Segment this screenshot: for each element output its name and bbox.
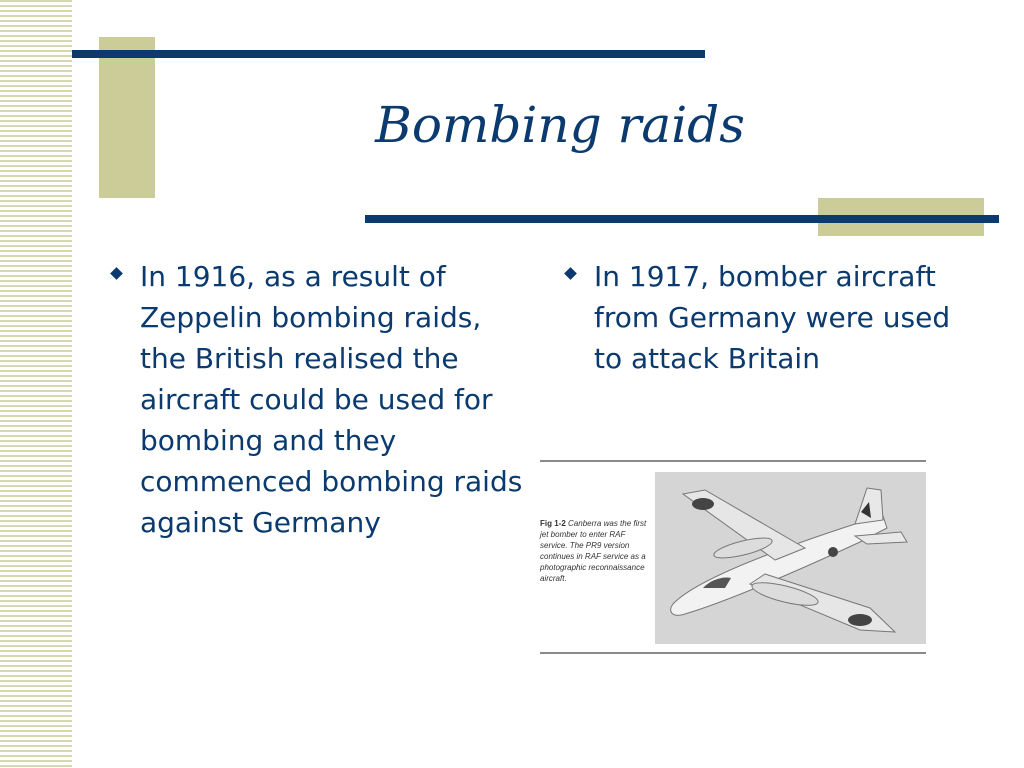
bullet-item [558, 256, 978, 379]
decorative-line-top [72, 50, 705, 58]
aircraft-figure [540, 460, 926, 656]
aircraft-photo [655, 472, 926, 644]
figure-caption-label: Fig 1-2 [540, 519, 566, 528]
slide-title: Bombing raids [375, 96, 745, 154]
left-bullet-list [104, 256, 524, 543]
bullet-text: In 1917, bomber aircraft from Germany were used to attack Britain [594, 260, 951, 375]
bullet-text: In 1916, as a result of Zeppelin bombing raids, the British realised the aircraft could be used for bombing and they commenced bombing raids against Germany [140, 260, 523, 539]
figure-bottom-rule [540, 652, 926, 654]
figure-caption-text: Canberra was the first jet bomber to enter RAF service. The PR9 version continues in RAF service as a photographic reconnaissance aircraft. [540, 519, 647, 583]
right-bullet-list [558, 256, 978, 379]
diamond-bullet-icon [564, 267, 577, 280]
figure-caption [540, 518, 650, 584]
canberra-jet-icon [655, 472, 926, 644]
decorative-block-top [99, 37, 155, 198]
figure-top-rule [540, 460, 926, 462]
bullet-item [104, 256, 524, 543]
decorative-stripes [0, 0, 72, 768]
diamond-bullet-icon [110, 267, 123, 280]
decorative-line-bottom [365, 215, 999, 223]
